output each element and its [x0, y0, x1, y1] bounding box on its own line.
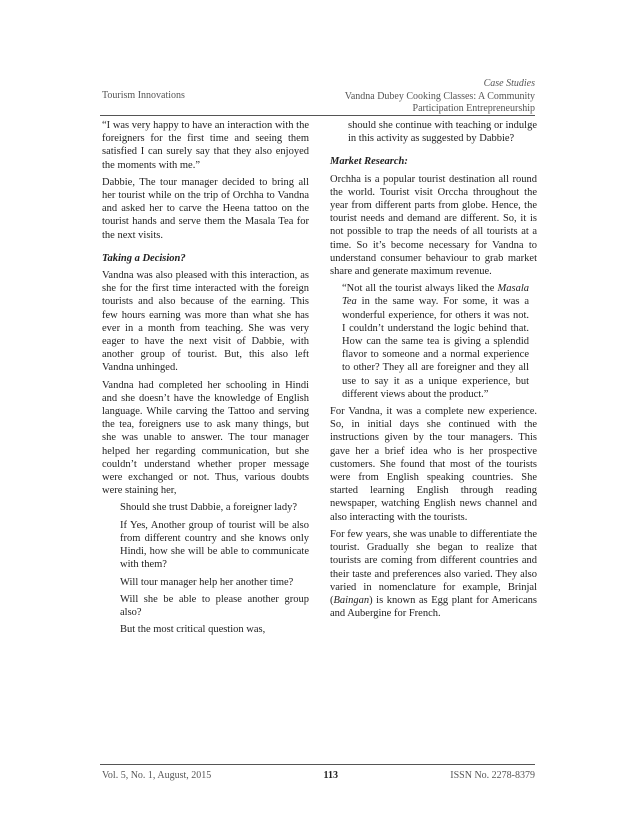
- question-item: But the most critical question was,: [120, 624, 266, 636]
- question-item-continued: should she continue with teaching or indulge in this activity as suggested by Dabbie?: [348, 120, 537, 145]
- header-rule: [100, 115, 535, 116]
- question-item: If Yes, Another group of tourist will be also from different country and she knows only Hindi, how she will be able to communicate with them?: [120, 519, 309, 571]
- section-label: Case Studies: [483, 78, 535, 89]
- article-title-line2: Participation Entrepreneurship: [412, 103, 535, 114]
- page-number: 113: [323, 770, 338, 781]
- section-heading: Market Research:: [330, 156, 408, 168]
- paragraph: For Vandna, it was a complete new experience. So, in initial days she continued with the instructions given by the tour managers. This gave her a brief idea who is her prospective customers. She found that most of the tourists were from English speaking countries. She started learning English through reading newspaper, watching English news channel and also interacting with the tourists.: [330, 406, 537, 523]
- paragraph: Vandna was also pleased with this interaction, as she for the first time interacted with the foreign tourists and also because of the earning. This few hours earning was more than what she has ever in a month from teaching. She was very eager to have the next visit of Dabbie, with another group of tourist. But, this also left Vandna unhinged.: [102, 270, 309, 374]
- question-item: Will tour manager help her another time?: [120, 576, 294, 588]
- question-item: Should she trust Dabbie, a foreigner lady?: [120, 502, 297, 514]
- left-column: [102, 119, 309, 640]
- paragraph: “I was very happy to have an interaction with the foreigners for the first time and seeing them satisfied I can surely say that they also enjoyed the moments with me.”: [102, 120, 309, 171]
- question-item: Will she be able to please another group also?: [120, 593, 309, 618]
- paragraph: For few years, she was unable to differentiate the tourist. Gradually she began to realize that tourists are coming from different countries and their taste and preferences also varied. They also varied in nomenclature for example, Brinjal (Baingan) is known as Egg plant for Americans and Aubergine for French.: [330, 528, 537, 620]
- right-column: [330, 119, 537, 624]
- running-header-right: [305, 78, 535, 116]
- running-header-left: Tourism Innovations: [102, 90, 185, 101]
- paragraph: Vandna had completed her schooling in Hindi and she doesn’t have the knowledge of English language. While carving the Tattoo and serving the tea, foreigners use to ask many things, but she was unable to answer. The tour manager helped her regarding communication, but she couldn’t understand whether proper message were exchanged or not. Thus, various doubts were staining her,: [102, 379, 309, 497]
- page-footer: [102, 770, 535, 781]
- issn: ISSN No. 2278-8379: [450, 770, 535, 781]
- article-title-line1: Vandna Dubey Cooking Classes: A Community: [344, 90, 535, 102]
- section-heading: Taking a Decision?: [102, 252, 186, 264]
- journal-volume: Vol. 5, No. 1, August, 2015: [102, 770, 212, 781]
- footer-rule: [100, 764, 535, 765]
- paragraph: Dabbie, The tour manager decided to bring all her tourist while on the trip of Orchha to Vandna and asked her to carve the Heena tattoo on the tourist hands and serve them the Masala Tea for the next visits.: [102, 176, 309, 241]
- paragraph: Orchha is a popular tourist destination all round the world. Tourist visit Orccha throughout the year from different parts from globe. Hence, the tourist needs and demand are different. So, it is not possible to trap the needs of all tourists at a time. So it’s become necessary for Vandna to understand consumer behaviour to grab market share and generate maximum revenue.: [330, 173, 537, 278]
- block-quote: “Not all the tourist always liked the Masala Tea in the same way. For some, it was a wonderful experience, for others it was not. I couldn’t understand the logic behind that. How can the same tea is giving a splendid flavor to someone and a normal experience to other? They all are foreigner and they all use to say it as a unique experience, but different views about the product.”: [342, 283, 529, 400]
